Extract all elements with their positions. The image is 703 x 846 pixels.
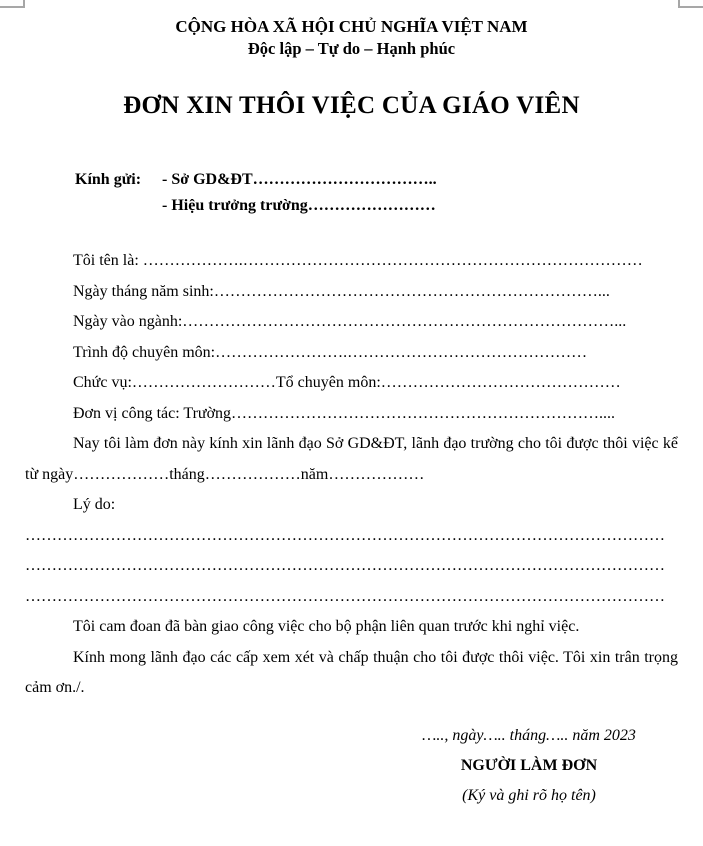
- field-workplace: Đơn vị công tác: Trường……………………………………………………………....: [73, 404, 616, 422]
- recipients-block: [75, 167, 703, 218]
- reason-blank-line: …………………………………………………………………………………………………………: [25, 526, 665, 544]
- recipients-list: [162, 167, 437, 218]
- reason-label: Lý do:: [73, 496, 116, 513]
- signature-block: [359, 721, 699, 811]
- document-title: ĐƠN XIN THÔI VIỆC CỦA GIÁO VIÊN: [123, 92, 580, 119]
- reason-blank-line: …………………………………………………………………………………………………………: [25, 557, 665, 574]
- page-boundary-corner-right: [678, 0, 703, 8]
- recipients-label: Kính gửi:: [75, 171, 142, 188]
- commitment-paragraph: Tôi cam đoan đã bàn giao công việc cho bộ phận liên quan trước khi nghỉ việc.: [73, 618, 580, 635]
- closing-paragraph: Kính mong lãnh đạo các cấp xem xét và chấp thuận cho tôi được thôi việc. Tôi xin trân trọng cảm ơn./.: [25, 648, 678, 696]
- field-date-of-birth: Ngày tháng năm sinh:………………………………………………………………...: [73, 282, 610, 300]
- national-header: [0, 0, 703, 60]
- recipient-line-department: - Sở GD&ĐT……………………………..: [162, 171, 437, 188]
- field-date-joined: Ngày vào ngành:………………………………………………………………………...: [73, 313, 627, 330]
- signer-role-title: NGƯỜI LÀM ĐƠN: [460, 756, 598, 774]
- date-line: ….., ngày….. tháng….. năm 2023: [422, 726, 636, 744]
- page-boundary-corner-left: [0, 0, 25, 8]
- recipient-line-principal: - Hiệu trưởng trường……………………: [162, 196, 436, 214]
- form-body: [25, 246, 678, 704]
- field-full-name: Tôi tên là: ……………….…………………………………………………………………: [73, 252, 643, 269]
- request-paragraph: Nay tôi làm đơn này kính xin lãnh đạo Sở GD&ĐT, lãnh đạo trường cho tôi được thôi việc kể từ ngày………………tháng………………năm………………: [25, 435, 678, 483]
- signature-instruction-note: (Ký và ghi rõ họ tên): [462, 786, 596, 804]
- field-qualification: Trình độ chuyên môn:…………………….………………………………………: [73, 343, 588, 361]
- national-title: CỘNG HÒA XÃ HỘI CHỦ NGHĨA VIỆT NAM: [175, 17, 528, 36]
- reason-blank-line: …………………………………………………………………………………………………………: [25, 587, 665, 605]
- national-motto: Độc lập – Tự do – Hạnh phúc: [247, 39, 456, 58]
- field-position-and-division: Chức vụ:………………………Tổ chuyên môn:………………………………………: [73, 374, 621, 391]
